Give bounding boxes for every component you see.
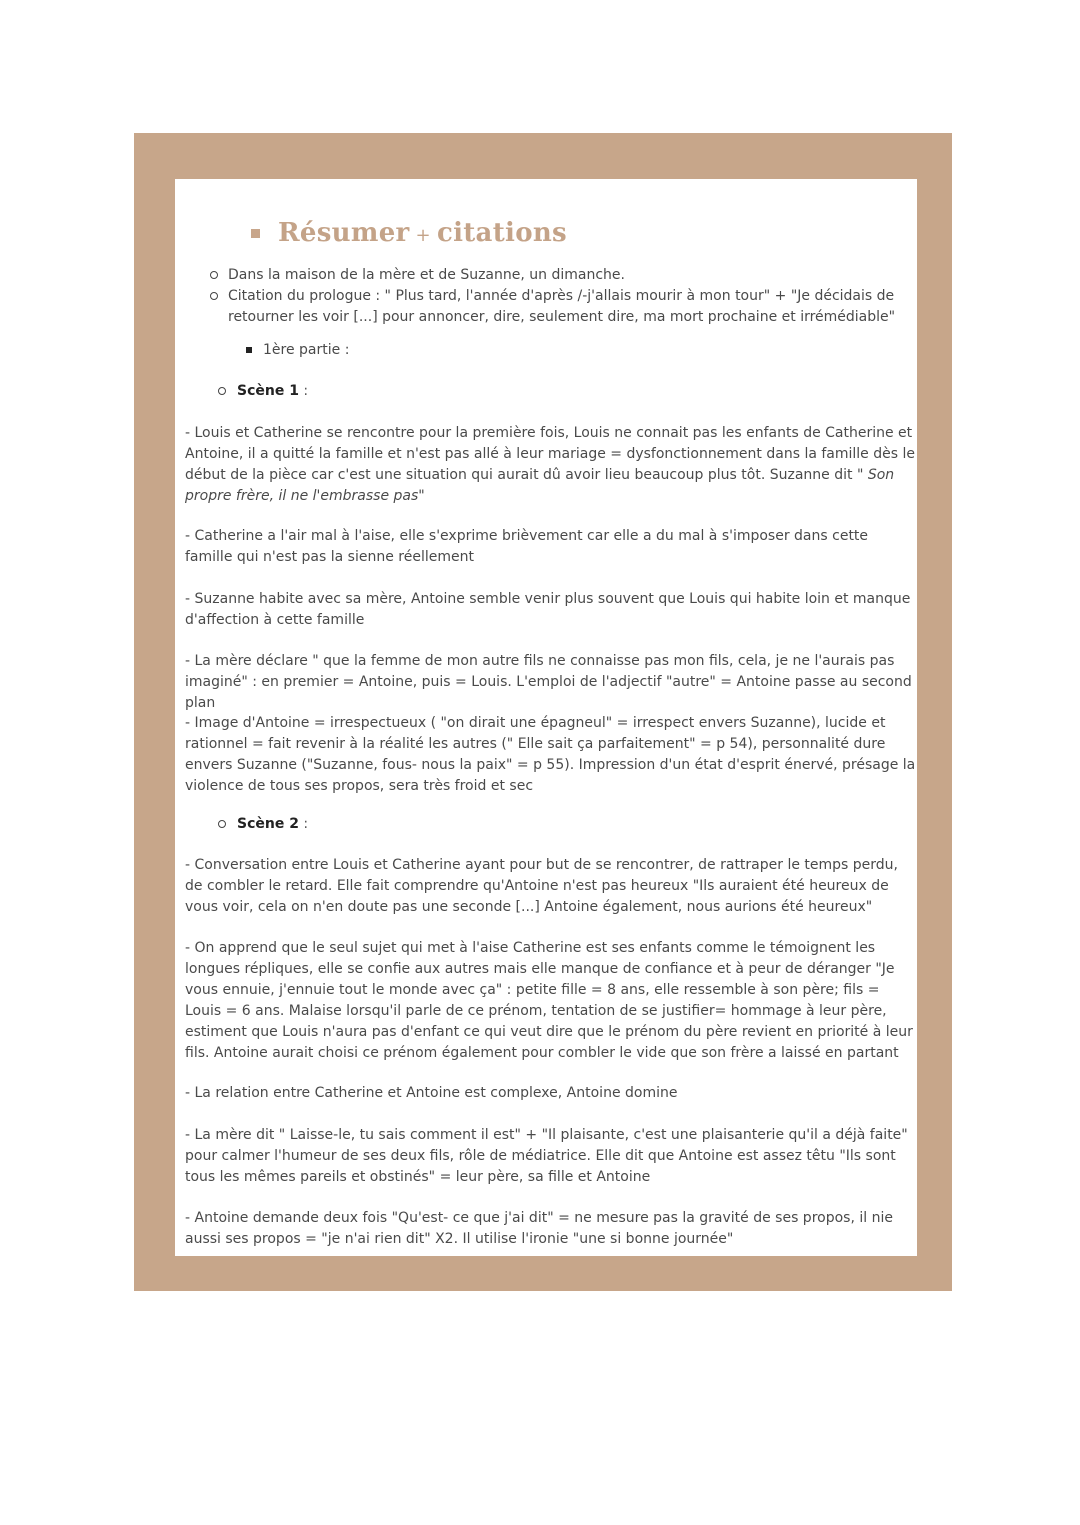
scene1-paragraph-3: - Suzanne habite avec sa mère, Antoine semble venir plus souvent que Louis qui habite loin et manque d'affection à cette famille [185,591,911,628]
scene1-p1-quote: Son propre frère, il ne l'embrasse pas [185,467,895,504]
scene2-paragraph-4: - La mère dit " Laisse-le, tu sais comment il est" + "Il plaisante, c'est une plaisanterie qu'il a déjà faite" pour calmer l'humeur de ses deux fils, rôle de médiatrice. Elle dit que Antoine est assez têtu "Ils sont tous les mêmes pareils et obstinés" = leur père, sa fille et Antoine [185,1127,908,1185]
scene2-paragraph-3: - La relation entre Catherine et Antoine est complexe, Antoine domine [185,1085,678,1101]
square-bullet-icon [251,229,260,238]
scene2-colon: : [298,816,309,832]
intro-item-1: Dans la maison de la mère et de Suzanne, un dimanche. [228,267,625,283]
scene1-paragraph-4: - La mère déclare " que la femme de mon autre fils ne connaisse pas mon fils, cela, je ne l'aurais pas imaginé" : en premier = Antoine, puis = Louis. L'emploi de l'adjectif "autre" = Antoine passe au second plan [185,653,912,711]
scene1-paragraph-2: - Catherine a l'air mal à l'aise, elle s'exprime brièvement car elle a du mal à s'imposer dans cette famille qui n'est pas la sienne réellement [185,528,869,565]
intro-item-2-line2: retourner les voir [...] pour annoncer, dire, seulement dire, ma mort prochaine et irrémédiable" [228,309,896,325]
section-heading [251,213,567,253]
scene1-p1-text: - Louis et Catherine se rencontre pour la première fois, Louis ne connait pas les enfants de Catherine et Antoine, il a quitté la famille et n'est pas allé à leur mariage = dysfonctionnement dans la famille dès le début de la pièce car c'est une situation qui aurait dû avoir lieu beaucoup plus tôt. Suzanne dit " [185,425,915,483]
scene2-label: Scène 2 [237,816,299,832]
scene2-heading [237,814,308,835]
intro-item-2-line1: Citation du prologue : " Plus tard, l'année d'après /-j'allais mourir à mon tour" + "Je décidais de [228,288,895,304]
scene2-paragraph-2: - On apprend que le seul sujet qui met à l'aise Catherine est ses enfants comme le témoignent les longues répliques, elle se confie aux autres mais elle manque de confiance et à peur de déranger "Je vous ennuie, j'ennuie tout le monde avec ça" : petite fille = 8 ans, elle ressemble à son père; fils = Louis = 6 ans. Malaise lorsqu'il parle de ce prénom, tentation de se justifier= hommage à leur père, estiment que Louis n'aura pas d'enfant ce qui veut dire que le prénom du père revient en priorité à leur fils. Antoine aurait choisi ce prénom également pour combler le vide que son frère a laissé en partant [185,940,913,1061]
scene2-paragraph-5: - Antoine demande deux fois "Qu'est- ce que j'ai dit" = ne mesure pas la gravité de ses propos, il nie aussi ses propos = "je n'ai rien dit" X2. Il utilise l'ironie "une si bonne journée" [185,1210,893,1247]
intro-item-2 [228,286,913,328]
scene1-heading [237,381,308,402]
circle-bullet-icon [218,387,226,395]
title-part1: Résumer [278,218,410,248]
circle-bullet-icon [218,820,226,828]
scene1-paragraph-5: - Image d'Antoine = irrespectueux ( "on dirait une épagneul" = irrespect envers Suzanne), lucide et rationnel = fait revenir à la réalité les autres (" Elle sait ça parfaitement" = p 54), personnalité dure envers Suzanne ("Suzanne, fous- nous la paix" = p 55). Impression d'un état d'esprit énervé, présage la violence de tous ses propos, sera très froid et sec [185,715,916,794]
scene1-colon: : [298,383,309,399]
scene1-p1-end: " [418,488,425,504]
square-bullet-icon [246,347,252,353]
document-sheet [175,179,917,1256]
scene2-paragraph-1: - Conversation entre Louis et Catherine ayant pour but de se rencontrer, de rattraper le temps perdu, de combler le retard. Elle fait comprendre qu'Antoine n'est pas heureux "Ils auraient été heureux de vous voir, cela on n'en doute pas une seconde [...] Antoine également, nous aurions été heureux" [185,857,899,915]
circle-bullet-icon [210,292,218,300]
title-plus: + [415,225,431,246]
section-title [278,218,567,248]
scene1-label: Scène 1 [237,383,299,399]
title-part2: citations [436,218,567,248]
part-label: 1ère partie : [263,342,350,358]
circle-bullet-icon [210,271,218,279]
scene1-paragraph-1 [185,423,916,507]
